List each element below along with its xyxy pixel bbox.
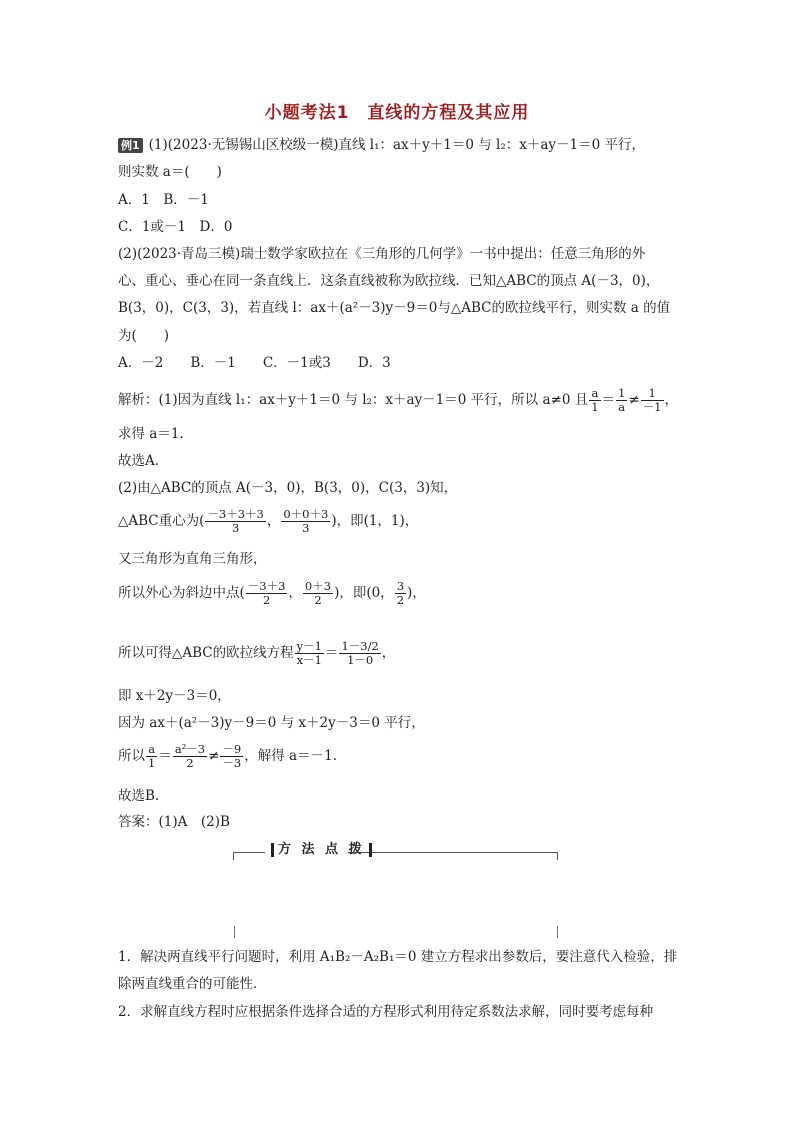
solution-2-line-7: 因为 ax＋(a²－3)y－9＝0 与 x＋2y－3＝0 平行， <box>118 715 425 731</box>
heading-bar-icon <box>271 843 274 857</box>
solution-2-centroid: △ABC重心为( $\frac{-3+3+3}{3}$ ， $\frac{0+0+3}{3}$ )，即(1，1)， <box>118 507 419 535</box>
heading-bar-icon <box>369 843 372 857</box>
q2-text-4: 为( ) <box>118 328 170 344</box>
method-point-1-cont: 除两直线重合的可能性． <box>118 976 267 992</box>
fraction: $\frac{1-3/2}{1-0}$ <box>341 639 379 667</box>
solution-text: 解析：(1)因为直线 l₁：ax＋y＋1＝0 与 l₂：x＋ay－1＝0 平行，所以 a≠0 且 <box>118 392 589 408</box>
solution-1-line-1: 解析：(1)因为直线 l₁：ax＋y＋1＝0 与 l₂：x＋ay－1＝0 平行，所以 a≠0 且 $\frac{a}{1}$ ＝ $\frac{1}{a}$ ≠ $\frac{1}{-1}$ ， <box>118 386 679 414</box>
fraction: $\frac{0+3}{2}$ <box>304 579 332 607</box>
fraction: $\frac{1}{a}$ <box>618 386 626 414</box>
fraction: $\frac{a}{1}$ <box>591 386 599 414</box>
fraction: $\frac{\text{a²－3}}{2}$ <box>174 742 206 770</box>
q2-text-2: 心、重心、垂心在同一条直线上．这条直线被称为欧拉线．已知△ABC的顶点 A(－3，0)， <box>118 273 660 289</box>
solution-2-line-3: 又三角形为直角三角形， <box>118 551 267 567</box>
method-rule-right <box>348 852 558 853</box>
solution-2-circumcenter: 所以外心为斜边中点( $\frac{-3+3}{2}$ ， $\frac{0+3}{2}$ )，即(0， $\frac{3}{2}$ )， <box>118 579 426 607</box>
solution-2-line-1: (2)由△ABC的顶点 A(－3，0)，B(3，0)，C(3，3)知， <box>118 480 458 496</box>
fraction: $\frac{a}{1}$ <box>148 742 156 770</box>
method-rule-left <box>233 852 265 853</box>
solution-2-euler-line: 所以可得△ABC的欧拉线方程 $\frac{y-1}{x-1}$ ＝ $\frac{1-3/2}{1-0}$ ， <box>118 639 396 667</box>
fraction: $\frac{-3+3}{2}$ <box>247 579 286 607</box>
q1-text-1: (1)(2023·无锡锡山区校级一模)直线 l₁：ax＋y＋1＝0 与 l₂：x＋ay－1＝0 平行， <box>148 137 646 153</box>
question-1-line-1 <box>118 136 645 154</box>
q2-text-3: B(3，0)，C(3，3)，若直线 l：ax＋(a²－3)y－9＝0与△ABC的欧拉线平行，则实数 a 的值 <box>118 300 671 316</box>
fraction: $\frac{0+0+3}{3}$ <box>283 507 329 535</box>
page-title: 小题考法1 直线的方程及其应用 <box>264 103 530 123</box>
q1-text-2: 则实数 a＝( ) <box>118 164 222 180</box>
q2-text-1: (2)(2023·青岛三模)瑞士数学家欧拉在《三角形的几何学》一书中提出：任意三角形的外 <box>118 246 646 262</box>
solution-1-line-3: 故选A. <box>118 453 160 469</box>
method-label: 方 法 点 拨 <box>278 842 365 857</box>
solution-2-line-6: 即 x＋2y－3＝0， <box>118 688 231 704</box>
method-box-corner-right <box>557 926 558 938</box>
fraction: $\frac{y-1}{x-1}$ <box>296 639 322 667</box>
method-box-corner-left <box>234 926 235 938</box>
fraction: $\frac{3}{2}$ <box>396 579 405 607</box>
fraction: $\frac{-9}{-3}$ <box>222 742 242 770</box>
solution-2-line-9: 故选B. <box>118 788 160 804</box>
solution-1-line-2: 求得 a＝1. <box>118 426 184 442</box>
q1-options-cd: C．1或－1 D．0 <box>118 219 233 235</box>
solution-2-parallel: 所以 $\frac{a}{1}$ ＝ $\frac{\text{a²－3}}{2}$ ≠ $\frac{-9}{-3}$ ，解得 a＝－1. <box>118 742 337 770</box>
method-point-2: 2．求解直线方程时应根据条件选择合适的方程形式利用待定系数法求解，同时要考虑每种 <box>118 1004 654 1020</box>
method-point-1: 1．解决两直线平行问题时，利用 A₁B₂－A₂B₁＝0 建立方程求出参数后，要注意代入检验，排 <box>118 949 678 965</box>
q1-options-ab: A．1 B．－1 <box>118 192 209 208</box>
q2-options: A．－2 B．－1 C．－1或3 D．3 <box>118 355 391 371</box>
answer-line: 答案：(1)A (2)B <box>118 814 230 830</box>
fraction: $\frac{-3+3+3}{3}$ <box>207 507 264 535</box>
method-heading <box>267 838 376 857</box>
fraction: $\frac{1}{-1}$ <box>642 386 662 414</box>
example-badge: 例1 <box>118 138 143 153</box>
